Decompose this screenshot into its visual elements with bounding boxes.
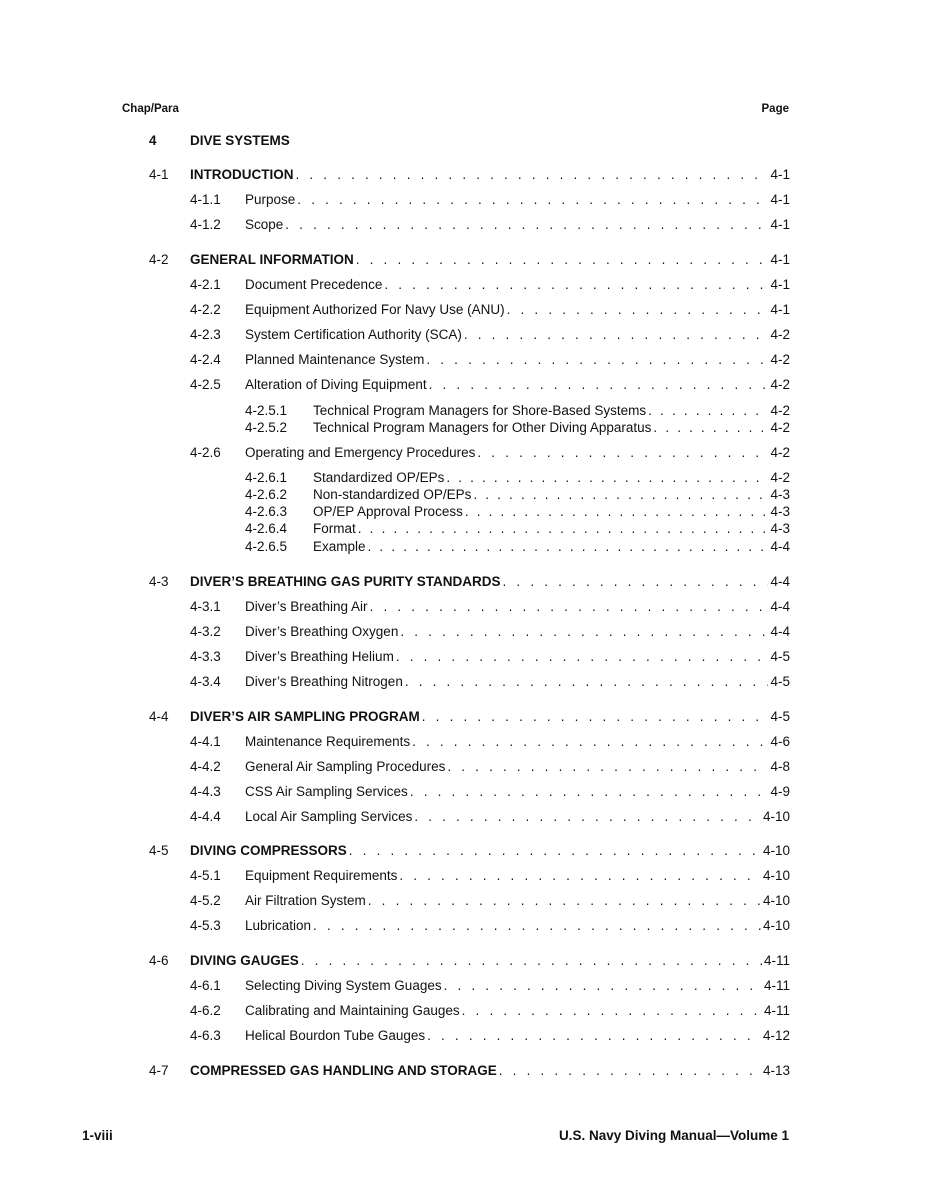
toc-entry-line (245, 217, 790, 232)
toc-entry-page: 4-5 (770, 709, 790, 724)
toc-entry-page: 4-11 (763, 1003, 790, 1018)
toc-entry-line (245, 893, 790, 908)
dot-leader (429, 377, 769, 392)
toc-entry-number: 4-6.2 (190, 1003, 221, 1018)
toc-entry-line (245, 674, 790, 689)
dot-leader (396, 649, 769, 664)
toc-entry-title: GENERAL INFORMATION (190, 252, 354, 267)
toc-entry-number: 4-6 (149, 953, 169, 968)
toc-entry-line (190, 167, 790, 182)
toc-entry-page: 4-10 (762, 893, 790, 908)
toc-entry-page: 4-1 (770, 277, 790, 292)
toc-entry-title: Format (313, 521, 356, 536)
toc-entry-line (245, 978, 790, 993)
toc-entry-page: 4-10 (762, 843, 790, 858)
toc-entry-title: DIVER’S BREATHING GAS PURITY STANDARDS (190, 574, 501, 589)
toc-entry-line (245, 734, 790, 749)
toc-entry-title: Calibrating and Maintaining Gauges (245, 1003, 460, 1018)
dot-leader (368, 539, 769, 554)
toc-entry-page: 4-2 (770, 470, 790, 485)
toc-entry-title: Purpose (245, 192, 296, 207)
toc-entry-title: Technical Program Managers for Shore-Based Systems (313, 403, 647, 418)
toc-entry-line (245, 759, 790, 774)
dot-leader (370, 599, 769, 614)
toc-entry-page: 4-2 (770, 403, 790, 418)
dot-leader (368, 893, 761, 908)
dot-leader (473, 487, 768, 502)
toc-entry-title: Equipment Requirements (245, 868, 398, 883)
toc-entry-title: CSS Air Sampling Services (245, 784, 408, 799)
toc-entry-line (245, 302, 790, 317)
toc-entry-title: Example (313, 539, 366, 554)
toc-entry-number: 4-1.2 (190, 217, 221, 232)
dot-leader (301, 953, 762, 968)
dot-leader (410, 784, 769, 799)
toc-entry-page: 4-4 (770, 539, 790, 554)
dot-leader (405, 674, 769, 689)
toc-entry-number: 4-3.1 (190, 599, 221, 614)
dot-leader (399, 868, 761, 883)
toc-entry-line (245, 918, 790, 933)
toc-entry-line (313, 521, 790, 536)
toc-entry-line (245, 377, 790, 392)
toc-entry-title: Planned Maintenance System (245, 352, 425, 367)
toc-entry-page: 4-3 (770, 487, 790, 502)
dot-leader (414, 809, 761, 824)
toc-entry-line (190, 1063, 790, 1078)
toc-entry-number: 4-2.6.4 (245, 521, 288, 536)
dot-leader (358, 521, 769, 536)
toc-entry-number: 4-2.5 (190, 377, 221, 392)
toc-entry-page: 4-10 (762, 918, 790, 933)
toc-entry-title: Technical Program Managers for Other Diving Apparatus (313, 420, 652, 435)
toc-entry-title: Lubrication (245, 918, 312, 933)
toc-entry-title: INTRODUCTION (190, 167, 294, 182)
dot-leader (648, 403, 768, 418)
toc-entry-number: 4-5 (149, 843, 169, 858)
toc-entry-number: 4-1.1 (190, 192, 221, 207)
toc-entry-number: 4-4.2 (190, 759, 221, 774)
dot-leader (426, 352, 768, 367)
toc-entry-title: System Certification Authority (SCA) (245, 327, 462, 342)
toc-entry-page: 4-13 (762, 1063, 790, 1078)
toc-entry-line (245, 327, 790, 342)
toc-entry-number: 4-2.3 (190, 327, 221, 342)
toc-entry-line (313, 420, 790, 435)
toc-entry-page: 4-5 (770, 674, 790, 689)
toc-entry-line (190, 709, 790, 724)
toc-entry-page: 4-8 (770, 759, 790, 774)
toc-entry-page: 4-4 (770, 624, 790, 639)
toc-entry-page: 4-1 (770, 167, 790, 182)
toc-entry-number: 4-6.3 (190, 1028, 221, 1043)
toc-entry-line (313, 403, 790, 418)
dot-leader (653, 420, 768, 435)
toc-entry-number: 4-2.6 (190, 445, 221, 460)
toc-entry-page: 4-3 (770, 504, 790, 519)
dot-leader (465, 504, 769, 519)
toc-entry-number: 4-4 (149, 709, 169, 724)
toc-entry-line (190, 252, 790, 267)
toc-entry-page: 4-2 (770, 377, 790, 392)
toc-entry-number: 4-2.5.2 (245, 420, 288, 435)
toc-entry-number: 4-2.6.5 (245, 539, 288, 554)
footer-manual-title: U.S. Navy Diving Manual—Volume 1 (558, 1128, 789, 1143)
toc-entry-title: Scope (245, 217, 284, 232)
dot-leader (349, 843, 761, 858)
toc-entry-number: 4-4.4 (190, 809, 221, 824)
toc-entry-title: Local Air Sampling Services (245, 809, 413, 824)
toc-entry-number: 4-2.6.2 (245, 487, 288, 502)
toc-entry-title: Operating and Emergency Procedures (245, 445, 476, 460)
toc-entry-line (190, 843, 790, 858)
toc-entry-title: Diver’s Breathing Nitrogen (245, 674, 403, 689)
toc-entry-title: Air Filtration System (245, 893, 366, 908)
toc-entry-line (245, 599, 790, 614)
toc-entry-page: 4-6 (770, 734, 790, 749)
dot-leader (462, 1003, 762, 1018)
toc-entry-title: DIVING GAUGES (190, 953, 299, 968)
dot-leader (477, 445, 768, 460)
toc-entry-number: 4-6.1 (190, 978, 221, 993)
toc-entry-title: DIVING COMPRESSORS (190, 843, 347, 858)
toc-entry-title: Diver’s Breathing Helium (245, 649, 394, 664)
dot-leader (422, 709, 769, 724)
toc-entry-page: 4-11 (763, 978, 790, 993)
toc-entry-number: 4-2.4 (190, 352, 221, 367)
dot-leader (499, 1063, 761, 1078)
dot-leader (464, 327, 769, 342)
toc-entry-line (313, 504, 790, 519)
dot-leader (446, 470, 768, 485)
toc-entry-line (245, 868, 790, 883)
toc-entry-line (313, 539, 790, 554)
toc-entry-number: 4-2.1 (190, 277, 221, 292)
toc-entry-line (190, 574, 790, 589)
toc-entry-title: Helical Bourdon Tube Gauges (245, 1028, 426, 1043)
toc-entry-line (245, 1003, 790, 1018)
toc-entry-title: Diver’s Breathing Air (245, 599, 368, 614)
dot-leader (285, 217, 768, 232)
toc-entry-page: 4-4 (770, 599, 790, 614)
toc-entry-page: 4-10 (762, 809, 790, 824)
toc-entry-line (245, 649, 790, 664)
toc-entry-line (190, 953, 790, 968)
dot-leader (384, 277, 768, 292)
toc-entry-number: 4-2 (149, 252, 169, 267)
toc-entry-title: COMPRESSED GAS HANDLING AND STORAGE (190, 1063, 497, 1078)
toc-entry-number: 4-5.2 (190, 893, 221, 908)
toc-entry-page: 4-2 (770, 445, 790, 460)
toc-entry-line (245, 784, 790, 799)
toc-entry-number: 4-3.2 (190, 624, 221, 639)
toc-entry-page: 4-12 (762, 1028, 790, 1043)
toc-entry-line (245, 1028, 790, 1043)
toc-entry-title: Diver’s Breathing Oxygen (245, 624, 399, 639)
toc-entry-number: 4-3.3 (190, 649, 221, 664)
toc-entry-page: 4-2 (770, 327, 790, 342)
dot-leader (313, 918, 761, 933)
dot-leader (296, 167, 769, 182)
chapter-title: DIVE SYSTEMS (190, 133, 290, 148)
toc-entry-line (245, 277, 790, 292)
toc-entry-page: 4-1 (770, 217, 790, 232)
toc-entry-line (313, 470, 790, 485)
toc-entry-page: 4-5 (770, 649, 790, 664)
toc-entry-number: 4-4.3 (190, 784, 221, 799)
toc-entry-title: Selecting Diving System Guages (245, 978, 442, 993)
toc-entry-number: 4-4.1 (190, 734, 221, 749)
toc-entry-title: Equipment Authorized For Navy Use (ANU) (245, 302, 505, 317)
toc-entry-page: 4-11 (763, 953, 790, 968)
dot-leader (444, 978, 762, 993)
toc-entry-title: Document Precedence (245, 277, 383, 292)
dot-leader (427, 1028, 761, 1043)
toc-entry-page: 4-2 (770, 352, 790, 367)
toc-entry-number: 4-5.1 (190, 868, 221, 883)
toc-entry-title: Non-standardized OP/EPs (313, 487, 472, 502)
toc-entry-line (245, 192, 790, 207)
toc-entry-title: Maintenance Requirements (245, 734, 411, 749)
toc-entry-number: 4-2.5.1 (245, 403, 288, 418)
dot-leader (297, 192, 768, 207)
toc-entry-title: DIVER’S AIR SAMPLING PROGRAM (190, 709, 420, 724)
toc-entry-page: 4-9 (770, 784, 790, 799)
dot-leader (412, 734, 768, 749)
toc-entry-number: 4-2.6.1 (245, 470, 288, 485)
toc-entry-line (245, 624, 790, 639)
toc-entry-line (245, 352, 790, 367)
column-header-page: Page (761, 103, 789, 115)
toc-entry-title: Standardized OP/EPs (313, 470, 445, 485)
toc-entry-page: 4-3 (770, 521, 790, 536)
toc-entry-title: OP/EP Approval Process (313, 504, 463, 519)
toc-entry-number: 4-5.3 (190, 918, 221, 933)
dot-leader (503, 574, 769, 589)
dot-leader (356, 252, 769, 267)
toc-entry-page: 4-4 (770, 574, 790, 589)
toc-entry-title: Alteration of Diving Equipment (245, 377, 427, 392)
toc-entry-number: 4-2.6.3 (245, 504, 288, 519)
toc-entry-line (245, 809, 790, 824)
toc-entry-line (245, 445, 790, 460)
toc-entry-title: General Air Sampling Procedures (245, 759, 446, 774)
footer-page-number: 1-viii (82, 1128, 113, 1143)
toc-entry-page: 4-1 (770, 192, 790, 207)
toc-entry-number: 4-1 (149, 167, 169, 182)
toc-entry-page: 4-10 (762, 868, 790, 883)
chapter-number: 4 (149, 133, 157, 148)
column-header-chap-para: Chap/Para (122, 103, 179, 115)
toc-entry-number: 4-2.2 (190, 302, 221, 317)
toc-entry-number: 4-7 (149, 1063, 169, 1078)
toc-entry-page: 4-2 (770, 420, 790, 435)
toc-entry-number: 4-3.4 (190, 674, 221, 689)
dot-leader (400, 624, 768, 639)
dot-leader (507, 302, 769, 317)
toc-entry-number: 4-3 (149, 574, 169, 589)
toc-entry-page: 4-1 (770, 252, 790, 267)
toc-entry-line (313, 487, 790, 502)
dot-leader (447, 759, 768, 774)
toc-entry-page: 4-1 (770, 302, 790, 317)
